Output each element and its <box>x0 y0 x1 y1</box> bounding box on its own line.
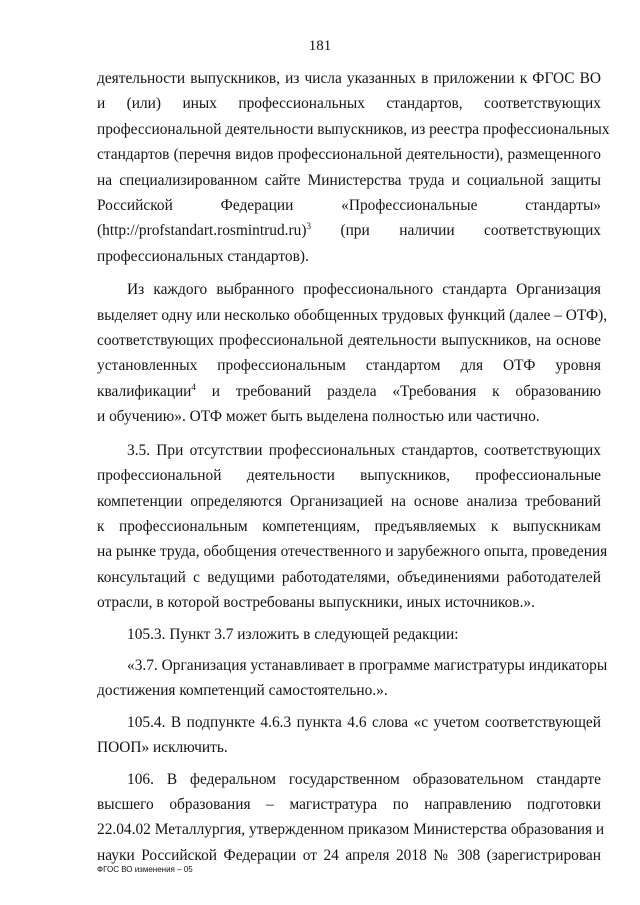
text-line: 22.04.02 Металлургия, утвержденном приказом Министерства образования и <box>97 821 605 839</box>
text-line: профессиональной деятельности выпускников, профессиональные <box>97 467 601 485</box>
text-line: к профессиональным компетенциям, предъявляемых к выпускникам <box>97 517 601 535</box>
text-line: компетенции определяются Организацией на основе анализа требований <box>97 492 601 510</box>
text-line: 105.4. В подпункте 4.6.3 пункта 4.6 слова «с учетом соответствующей <box>127 713 601 731</box>
text-line: соответствующих профессиональной деятельности выпускников, на основе <box>97 332 601 350</box>
text-line: 3.5. При отсутствии профессиональных стандартов, соответствующих <box>127 441 601 459</box>
text-line: и обучению». ОТФ может быть выделена полностью или частично. <box>97 408 540 426</box>
paragraph-6 <box>97 710 601 761</box>
text-fragment: (при наличии соответствующих <box>310 222 601 240</box>
page-number: 181 <box>308 38 332 54</box>
text-line: профессиональных стандартов). <box>97 247 309 265</box>
paragraph-2 <box>97 277 608 429</box>
text-line: и (или) иных профессиональных стандартов, соответствующих <box>97 95 601 113</box>
text-line <box>97 218 601 243</box>
text-line: профессиональной деятельности выпускников, из реестра профессиональных <box>97 120 610 138</box>
text-line: 106. В федеральном государственном образовательном стандарте <box>127 770 601 788</box>
footer-note: ФГОС ВО изменения – 05 <box>97 865 193 874</box>
text-line: установленных профессиональным стандартом для ОТФ уровня <box>97 357 601 375</box>
text-line: стандартов (перечня видов профессиональной деятельности), размещенного <box>97 146 601 164</box>
text-line: отрасли, в которой востребованы выпускники, иных источников.». <box>97 594 535 612</box>
text-line: науки Российской Федерации от 24 апреля 2018 № 308 (зарегистрирован <box>97 846 601 864</box>
paragraph-4 <box>97 622 601 647</box>
text-line: «3.7. Организация устанавливает в программе магистратуры индикаторы <box>127 656 608 674</box>
footnote-ref: 4 <box>191 381 196 392</box>
text-line <box>97 379 601 404</box>
text-line: высшего образования – магистратура по направлению подготовки <box>97 795 601 813</box>
footnote-ref: 3 <box>306 221 311 232</box>
url-text: (http://profstandart.rosmintrud.ru) <box>97 222 307 240</box>
paragraph-7 <box>97 767 605 869</box>
text-line: выделяет одну или несколько обобщенных трудовых функций (далее – ОТФ), <box>97 306 608 324</box>
text-fragment: и требований раздела «Требования к образованию <box>195 382 601 400</box>
text-line: 105.3. Пункт 3.7 изложить в следующей редакции: <box>127 625 459 643</box>
text-line: Из каждого выбранного профессионального стандарта Организация <box>127 281 601 299</box>
text-fragment: квалификации <box>97 382 192 400</box>
text-line: на специализированном сайте Министерства труда и социальной защиты <box>97 171 601 189</box>
paragraph-3 <box>97 438 608 616</box>
text-line: на рынке труда, обобщения отечественного и зарубежного опыта, проведения <box>97 543 608 561</box>
text-line: консультаций с ведущими работодателями, объединениями работодателей <box>97 568 601 586</box>
text-line: Российской Федерации «Профессиональные стандарты» <box>97 197 601 215</box>
paragraph-5 <box>97 653 608 704</box>
text-line: достижения компетенций самостоятельно.». <box>97 682 388 700</box>
text-line: ПООП» исключить. <box>97 739 228 757</box>
document-body <box>97 66 610 868</box>
text-line: деятельности выпускников, из числа указанных в приложении к ФГОС ВО <box>97 70 601 87</box>
paragraph-1 <box>97 66 610 269</box>
